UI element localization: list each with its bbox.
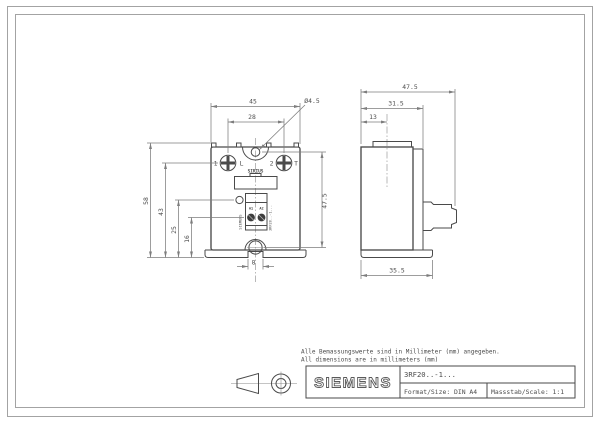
terminal-l-label: L (239, 159, 244, 168)
format-field: Format/Size: DIN A4 (404, 388, 478, 396)
dimension-notes (301, 349, 500, 364)
title-block (306, 366, 575, 398)
svg-text:47.5: 47.5 (402, 83, 418, 91)
terminal-t-label: T (294, 159, 298, 168)
coil-a2-label: A2 (259, 206, 264, 211)
svg-text:45: 45 (249, 97, 257, 106)
side-base-flange (361, 250, 433, 258)
dim-height-16 (183, 218, 244, 258)
dim-height-25 (170, 200, 234, 258)
scale-field: Massstab/Scale: 1:1 (491, 388, 565, 396)
dim-depth-47-5 (361, 83, 455, 206)
vertical-brand-text: SIEMENS (238, 214, 243, 230)
coil-terminal-block (246, 194, 268, 231)
side-view (361, 83, 457, 279)
vertical-part-text: 3RF20..-1... (268, 205, 273, 231)
projection-symbol (231, 372, 297, 396)
svg-text:8: 8 (251, 258, 256, 267)
svg-text:16: 16 (183, 235, 191, 243)
side-body (361, 147, 413, 250)
terminal-screw-2 (276, 155, 292, 171)
terminal-1-number: 1 (213, 159, 218, 168)
svg-text:58: 58 (142, 197, 150, 205)
sirius-logo: SIRIUS (247, 169, 264, 175)
note-german: Alle Bemassungswerte sind in Millimeter (mm) angegeben. (301, 348, 500, 356)
side-terminal-plug (423, 202, 457, 231)
svg-text:35.5: 35.5 (389, 266, 405, 275)
coil-screw-a1 (247, 214, 255, 222)
coil-screw-a2 (258, 214, 266, 222)
dim-body-depth-31-5 (361, 100, 423, 149)
svg-text:31.5: 31.5 (388, 99, 404, 108)
svg-text:43: 43 (157, 208, 165, 216)
terminal-2-number: 2 (269, 159, 274, 168)
front-view (142, 97, 329, 282)
svg-text:28: 28 (248, 113, 256, 121)
part-number: 3RF20..-1... (404, 370, 456, 379)
coil-a1-label: A1 (248, 206, 254, 211)
svg-text:13: 13 (369, 113, 377, 121)
dim-base-depth-35-5 (361, 260, 433, 279)
led-indicator (236, 196, 243, 203)
terminal-screw-1 (220, 155, 236, 171)
dim-front-depth-13 (361, 113, 387, 122)
siemens-logo: SIEMENS (313, 374, 393, 392)
svg-text:25: 25 (170, 226, 178, 234)
note-english: All dimensions are in millimeters (mm) (301, 356, 439, 364)
svg-text:47.5: 47.5 (320, 193, 329, 209)
side-rear-panel (413, 149, 423, 250)
svg-text:Ø4.5: Ø4.5 (304, 97, 320, 105)
side-top-cap (373, 142, 412, 148)
dim-hole-diameter (260, 97, 320, 150)
